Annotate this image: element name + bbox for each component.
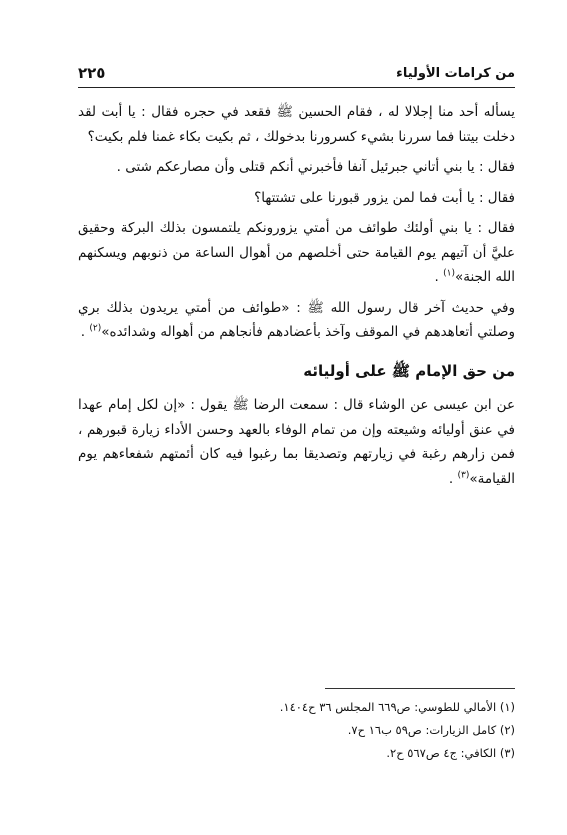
footnote-ref-3: (٣) xyxy=(457,470,470,480)
paragraph-6-text: عن ابن عيسى عن الوشاء قال : سمعت الرضا ﷺ يقول : «إن لكل إمام عهدا في عنق أوليائه وشيعته وإن من تمام الوفاء بالعهد وحسن الأداء زيارة قبورهم ، فمن زارهم رغبة في زيارتهم وتصديقا بما رغبوا فيه كان أئمتهم شفعاءهم يوم القيامة» xyxy=(78,397,515,487)
paragraph-4 xyxy=(78,216,515,290)
footnote-1: (١) الأمالي للطوسي: ص٦٦٩ المجلس ٣٦ ح١٤٠٤. xyxy=(279,700,515,714)
footnote-rule xyxy=(325,688,515,689)
running-header xyxy=(78,60,515,86)
paragraph-5 xyxy=(78,296,515,345)
paragraph-4-end: . xyxy=(434,269,444,285)
footnote-ref-1: (١) xyxy=(443,268,455,279)
page-number: ٢٢٥ xyxy=(78,64,106,82)
paragraph-6 xyxy=(78,393,515,491)
main-text xyxy=(78,100,515,497)
paragraph-2: فقال : يا بني أتاني جبرئيل آنفا فأخبرني أنكم قتلى وأن مصارعكم شتى . xyxy=(116,159,515,175)
paragraph-1: يسأله أحد منا إجلالا له ، فقام الحسين ﷺ فقعد في حجره فقال : يا أبت لقد دخلت بيتنا فما سررنا بشيء كسرورنا بدخولك ، ثم بكيت بكاء غمنا فلم بكيت؟ xyxy=(78,104,515,145)
section-heading: من حق الإمام ﷺ على أوليائه xyxy=(303,361,515,380)
header-rule xyxy=(78,87,515,88)
paragraph-6-end: . xyxy=(448,470,458,487)
header-title: من كرامات الأولياء xyxy=(396,65,515,81)
footnote-3: (٣) الكافي: ج٤ ص٥٦٧ ح٢. xyxy=(386,746,515,760)
footnote-2: (٢) كامل الزيارات: ص٥٩ ب١٦ ح٧. xyxy=(347,723,515,737)
paragraph-3: فقال : يا أبت فما لمن يزور قبورنا على تشتتها؟ xyxy=(254,189,515,206)
footnotes xyxy=(78,696,515,765)
paragraph-5-text: وفي حديث آخر قال رسول الله ﷺ : «طوائف من أمتي يريدون بذلك بري وصلتي أتعاهدهم في الموقف وآخذ بأعضادهم فأنجاهم من أهواله وشدائده» xyxy=(78,299,515,340)
paragraph-4-text: فقال : يا بني أولئك طوائف من أمتي يزورونكم يلتمسون بذلك البركة وحقيق عليَّ أن آتيهم يوم القيامة حتى أخلصهم من أهوال الساعة من ذنوبهم ويسكنهم الله الجنة» xyxy=(78,220,515,285)
paragraph-5-end: . xyxy=(80,324,90,340)
footnote-ref-2: (٢) xyxy=(89,323,102,334)
